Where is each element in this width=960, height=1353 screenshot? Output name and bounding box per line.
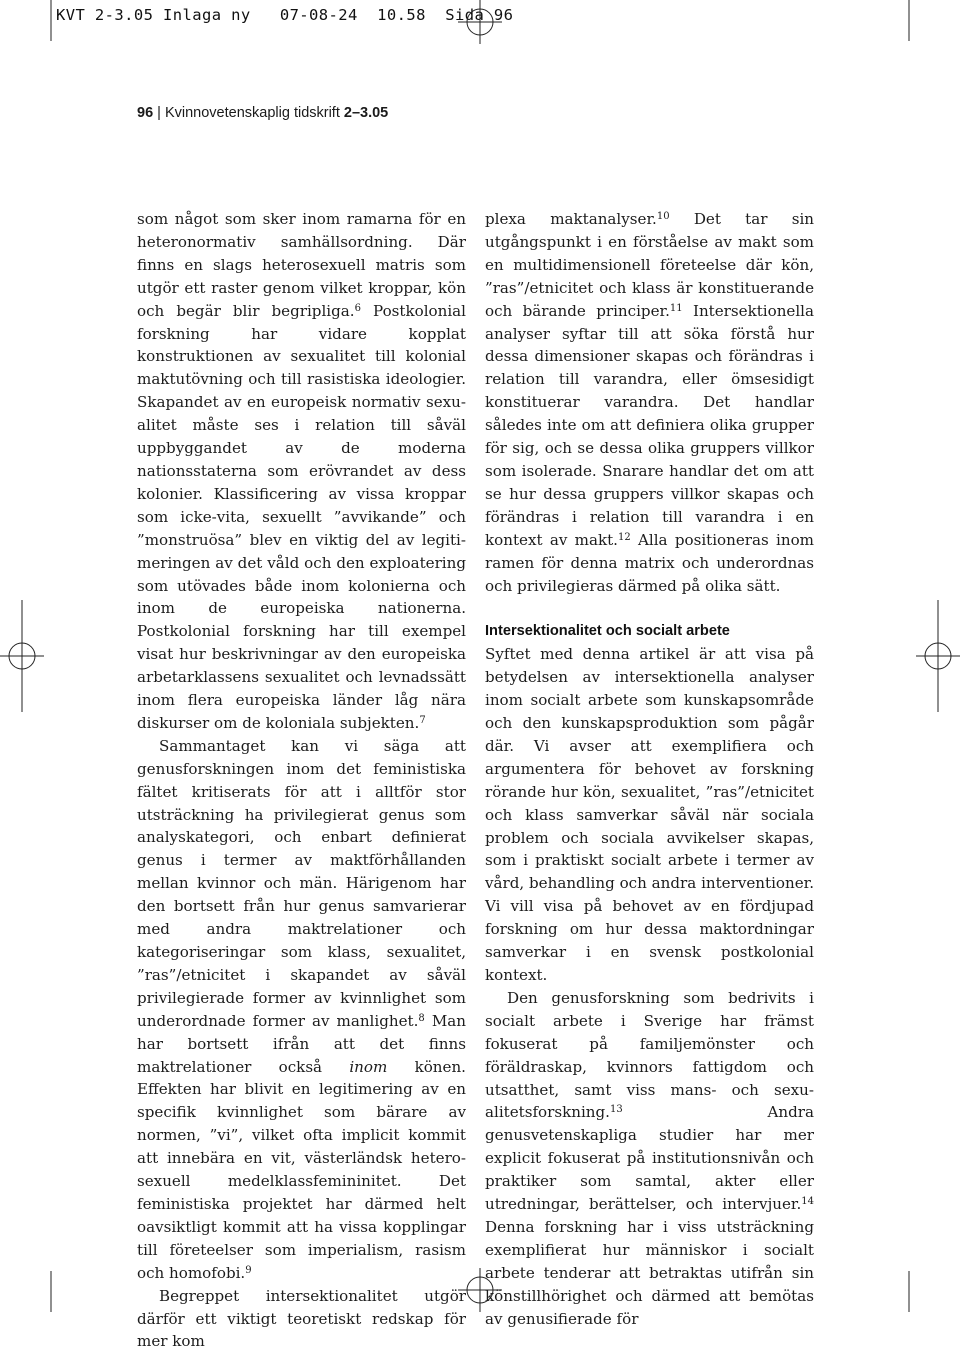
- emphasis-text: inom: [349, 1057, 388, 1076]
- footnote-ref: 9: [245, 1264, 252, 1276]
- paragraph: [137, 208, 466, 735]
- page-number: 96: [137, 105, 154, 121]
- journal-issue: 2–3.05: [343, 105, 389, 121]
- paragraph: [485, 643, 814, 987]
- left-column: [137, 208, 466, 1353]
- body-text: Man har bortsett ifrån att det finns maktrelationer också: [137, 1011, 466, 1076]
- footnote-ref: 12: [617, 531, 631, 543]
- registration-mark-right: [916, 600, 960, 712]
- body-text: plexa maktanalyser.: [485, 210, 657, 228]
- print-slug: KVT 2-3.05 Inlaga ny 07-08-24 10.58 Sida 96: [56, 6, 514, 24]
- body-text: Sammantaget kan vi säga att genusforskningen inom det feministiska fältet kritiserats för att i alltför stor utsträckning ha privilegierat genus som analyskategori, och enbart definierat genus i termer av maktförhållanden mellan kvinnor och män. Härigenom har den bortsett från hur genus samvarierar med andra maktrelationer och kategoriseringar som klass, sexualitet, ”ras”/etnicitet i skapandet av såväl privilegierade former av kvinnlighet som underordnade former av manlighet.: [137, 736, 466, 1030]
- body-text: Andra genusvetenskapliga studier har mer explicit fokuserat på institutionsnivån och praktiker som samtal, akter eller utredningar, berättelser, och intervjuer.: [485, 1103, 814, 1214]
- body-text: Denna forskning har i viss utsträckning exemplifierat hur människor i socialt arbete tenderar att betraktas utifrån sin könstillhörighet och därmed att bemötas av genusifierade för: [485, 1217, 814, 1328]
- journal-title: Kvinnovetenskaplig tidskrift: [164, 105, 344, 121]
- body-text: könen. Effekten har blivit en legitimering av en specifik kvinnlighet som bärare av normen, ”vi”, vilket ofta implicit kommit att innebära en vit, västerländsk heterosexuell medelklassfemininitet. Det feministiska projektet har därmed helt oavsiktligt kommit att ha vissa kopplingar till företeelser som imperialism, rasism och homofobi.: [137, 1057, 466, 1282]
- body-text: Postkolonial forskning har vidare kopplat konstruktionen av sexualitet till kolonial maktutövning och till rasistiska ideologier. Skapandet av en europeisk normativ sexualitet måste ses i relation till såväl uppbyggandet av de moderna nationsstaterna som erövrandet av dess kolonier. Klassificering av vissa kroppar som icke-vita, sexuellt ”avvikande” och ”monstruösa” blev en viktig del av legitimeringen av det våld och den exploatering som utövades både inom kolonierna och inom de europeiska nationerna. Postkolonial forskning har till exempel visat hur beskrivningar av den europeiska arbetarklassens sexualitet och levnadssätt inom flera europeiska länder låg nära diskurser om de koloniala subjekten.: [137, 301, 466, 732]
- footnote-ref: 7: [419, 714, 426, 726]
- registration-mark-top: [458, 0, 502, 44]
- body-text: Begreppet intersektionalitet utgör därför ett viktigt teoretiskt redskap för mer kom: [137, 1286, 466, 1351]
- body-text: Alla positioneras inom ramen för denna matrix och underordnas och privilegieras därmed på olika sätt.: [485, 530, 814, 595]
- registration-mark-left: [0, 600, 44, 712]
- body-text: Det tar sin utgångspunkt i en förståelse av makt som en multidimensionell företeelse där kön, ”ras”/etnicitet och klass är konstituerande och bärande principer.: [485, 210, 815, 320]
- paragraph: [485, 987, 814, 1331]
- paragraph: [137, 1285, 466, 1353]
- footnote-ref: 10: [656, 211, 670, 222]
- footnote-ref: 6: [354, 302, 361, 314]
- footnote-ref: 14: [801, 1196, 814, 1208]
- section-heading: Intersektionalitet och socialt arbete: [485, 623, 730, 640]
- paragraph: [137, 735, 466, 1285]
- body-text: Den genusforskning som bedrivits i socialt arbete i Sverige har främst fokuserat på familjemönster och föräldraskap, kvinnors fattigdom och utsatthet, samt viss mans- och sexualitetsforskning.: [485, 988, 814, 1122]
- footnote-ref: 13: [609, 1104, 623, 1116]
- body-text: Intersektionella analyser syftar till att söka förstå hur dessa dimensioner skapas och förändras i relation till varandra, eller ömsesidigt konstituerar varandra. Det handlar således inte om att definiera olika grupper för sig, och se dessa olika gruppers villkor som isolerade. Snarare handlar det om att se hur dessa gruppers villkor skapas och förändras i relation till varandra i en kontext av makt.: [485, 301, 814, 549]
- footnote-ref: 8: [418, 1012, 425, 1024]
- body-text: Syftet med denna artikel är att visa på betydelsen av intersektionella analyser inom socialt arbete som kunskapsområde och den kunskapsproduktion som pågår där. Vi avser att exemplifiera och argumentera för behovet av forskning rörande hur kön, sexualitet, ”ras”/etnicitet och klass samverkar såväl när sociala problem och sociala avvikelser skapas, som i praktiskt socialt arbete i termer av vård, behandling och andra interventioner. Vi vill visa på behovet av en fördjupad forskning om hur dessa maktordningar samverkar i en svensk postkolonial kontext.: [485, 645, 814, 984]
- body-text: som något som sker inom ramarna för en heteronormativ samhällsordning. Där finns en slags heterosexuell matris som utgör ett raster genom vilket kroppar, kön och begär blir begripliga.: [137, 210, 466, 320]
- running-head: [137, 105, 388, 121]
- right-column: [485, 208, 814, 1331]
- footnote-ref: 11: [669, 302, 683, 314]
- running-head-separator: |: [153, 105, 165, 121]
- paragraph: [485, 208, 814, 597]
